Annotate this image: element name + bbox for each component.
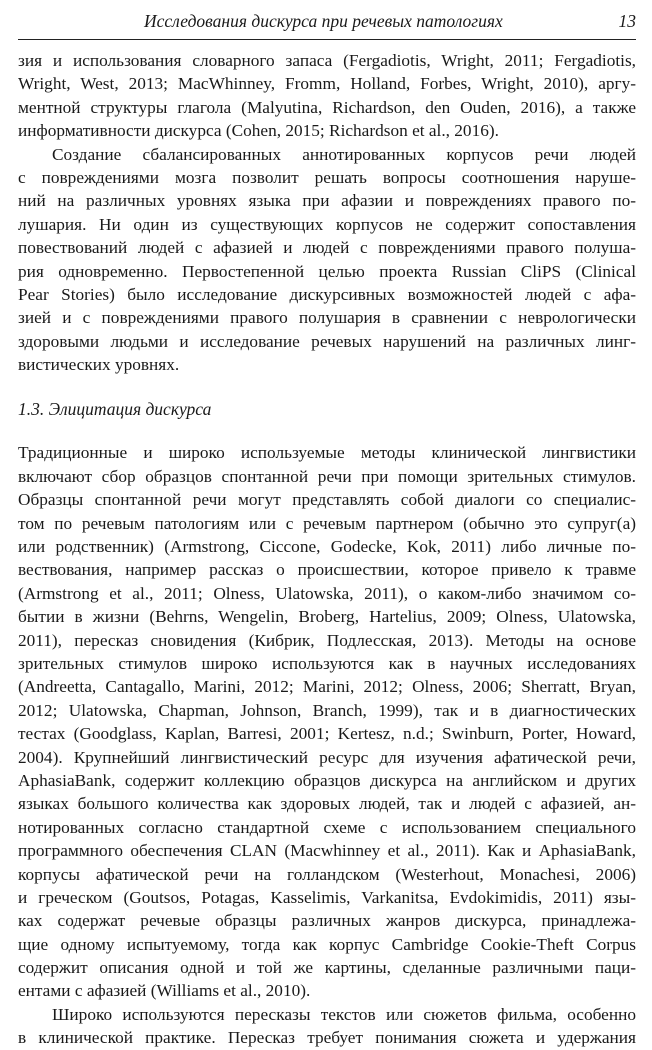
text-line: Wright, West, 2013; MacWhinney, Fromm, Holland, Forbes, Wright, 2010), аргу- [18,74,636,94]
text-line: тестах (Goodglass, Kaplan, Barresi, 2001; Kertesz, n.d.; Swinburn, Porter, Howard, [18,724,636,744]
text-line: Традиционные и широко используемые методы клинической лингвистики [18,443,636,463]
text-line: вистических уровнях. [18,355,180,375]
text-line: бытии в жизни (Behrns, Wengelin, Broberg, Hartelius, 2009; Olness, Ulatowska, [18,607,636,627]
text-line: Создание сбалансированных аннотированных корпусов речи людей [52,144,636,164]
running-header [18,0,636,40]
text-line: повествований людей с афазией и людей с повреждениями правого полуша- [18,238,636,258]
paragraphs-after-heading [18,441,636,1049]
running-head-title: Исследования дискурса при речевых патологиях [144,11,503,31]
text-line: Pear Stories) было исследование дискурсивных возможностей людей с афа- [18,284,636,304]
text-line: корпусы афатической речи на голландском (Westerhout, Monachesi, 2006) [18,864,636,884]
text-line: программного обеспечения CLAN (Macwhinney et al., 2011). Как и AphasiaBank, [18,841,636,861]
text-line: зия и использования словарного запаса (Fergadiotis, Wright, 2011; Fergadiotis, [18,51,636,70]
text-line: здоровыми людьми и исследование речевых нарушений на различных линг- [18,331,636,351]
text-line: вествования, например рассказ о происшествии, которое привело к травме [18,560,636,580]
text-line: нотированных согласно стандартной схеме с использованием специального [18,817,636,837]
page-number: 13 [618,11,636,31]
text-line: 2012; Ulatowska, Chapman, Johnson, Branch, 1999), так и в диагностических [18,700,636,720]
text-line: (Andreetta, Cantagallo, Marini, 2012; Marini, 2012; Olness, 2006; Sherratt, Bryan, [18,677,636,697]
text-line: содержит описания одной и той же картины, сделанные различными паци- [18,958,636,978]
text-line: зрительных стимулов широко используются как в научных исследованиях [18,653,636,673]
book-page [18,0,636,1048]
paragraph [18,143,636,377]
text-line: и греческом (Goutsos, Potagas, Kasselimis, Varkanitsa, Evdokimidis, 2011) язы- [18,887,636,907]
text-line: рия одновременно. Первостепенной целью проекта Russian CliPS (Clinical [18,261,636,281]
text-line: ентами с афазией (Williams et al., 2010). [18,981,311,1001]
text-line: зией и с повреждениями правого полушария в сравнении с неврологически [18,308,636,328]
text-line: ках содержат речевые образцы различных жанров дискурса, принадлежа- [18,911,636,931]
paragraphs-before-heading [18,49,636,376]
text-line: ментной структуры глагола (Malyutina, Richardson, den Ouden, 2016), а также [18,97,636,117]
text-line: том по речевым патологиям или с речевым партнером (обычно это супруг(а) [18,513,636,533]
text-line: щие одному испытуемому, тогда как корпус Cambridge Cookie-Theft Corpus [18,934,636,954]
text-line: в клинической практике. Пересказ требует понимания сюжета и удержания [18,1028,636,1048]
text-line: ний на различных уровнях языка при афазии и повреждениях правого по- [18,191,636,211]
text-line: с повреждениями мозга позволит решать вопросы соотношения наруше- [18,167,636,187]
text-line: AphasiaBank, содержит коллекцию образцов дискурса на английском и других [18,770,636,790]
text-line: 2004). Крупнейший лингвистический ресурс для изучения афатической речи, [18,747,636,767]
paragraph [18,49,636,143]
page-body [18,40,636,1050]
text-line: или родственник) (Armstrong, Ciccone, Godecke, Kok, 2011) либо личные по- [18,537,636,557]
text-line: Образцы спонтанной речи могут представлять собой диалоги со специалис- [18,490,636,510]
paragraph [18,441,636,1002]
text-line: включают сбор образцов спонтанной речи при помощи зрительных стимулов. [18,466,636,486]
paragraph [18,1003,636,1050]
text-line: языках большого количества как здоровых людей, так и людей с афазией, ан- [18,794,636,814]
text-line: 2011), пересказ сновидения (Кибрик, Подлесская, 2013). Методы на основе [18,630,636,650]
text-line: информативности дискурса (Cohen, 2015; Richardson et al., 2016). [18,121,499,141]
text-line: лушария. Ни один из существующих корпусов не содержит сопоставления [18,214,636,234]
text-line: Широко используются пересказы текстов или сюжетов фильма, особенно [52,1004,636,1024]
text-line: (Armstrong et al., 2011; Olness, Ulatowska, 2011), о каком-либо значимом со- [18,583,636,603]
section-heading: 1.3. Элицитация дискурса [18,399,212,420]
